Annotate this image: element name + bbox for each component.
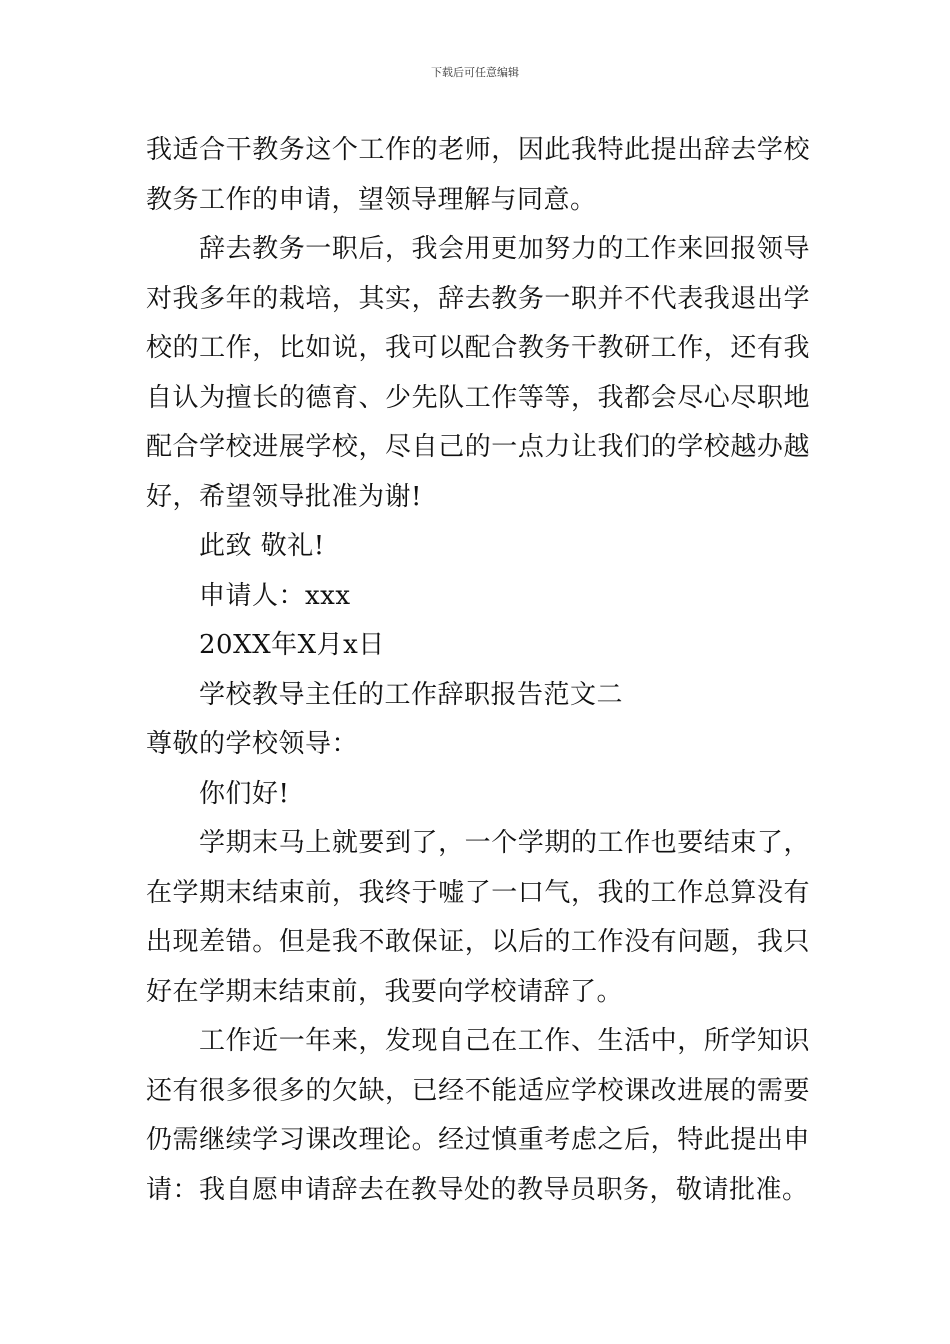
paragraph-resignation-intro: 我适合干教务这个工作的老师，因此我特此提出辞去学校教务工作的申请，望领导理解与同意。 [146, 135, 810, 215]
paragraph-resignation-request: 工作近一年来，发现自己在工作、生活中，所学知识还有很多很多的欠缺，已经不能适应学校课改进展的需要仍需继续学习课改理论。经过慎重考虑之后，特此提出申请：我自愿申请辞去在教导处的教导员职务，敬请批准。 [146, 1026, 810, 1205]
closing-salutation: 此致 敬礼! [199, 531, 325, 561]
paragraph-after-resignation: 辞去教务一职后，我会用更加努力的工作来回报领导对我多年的栽培，其实，辞去教务一职并不代表我退出学校的工作，比如说，我可以配合教务干教研工作，还有我自认为擅长的德育、少先队工作等等，我都会尽心尽职地配合学校进展学校，尽自己的一点力让我们的学校越办越好，希望领导批准为谢! [146, 234, 810, 512]
page-header: 下载后可任意编辑 [431, 66, 519, 79]
paragraph-semester-end: 学期末马上就要到了，一个学期的工作也要结束了，在学期末结束前，我终于嘘了一口气，我的工作总算没有出现差错。但是我不敢保证，以后的工作没有问题，我只好在学期末结束前，我要向学校请辞了。 [146, 828, 810, 1007]
document-body [146, 126, 810, 1215]
applicant-line: 申请人：xxx [199, 580, 351, 611]
greeting-recipient: 尊敬的学校领导： [146, 729, 359, 759]
section-title: 学校教导主任的工作辞职报告范文二 [199, 679, 624, 710]
greeting-hello: 你们好! [199, 778, 290, 809]
date-line: 20XX年X月x日 [199, 630, 385, 660]
